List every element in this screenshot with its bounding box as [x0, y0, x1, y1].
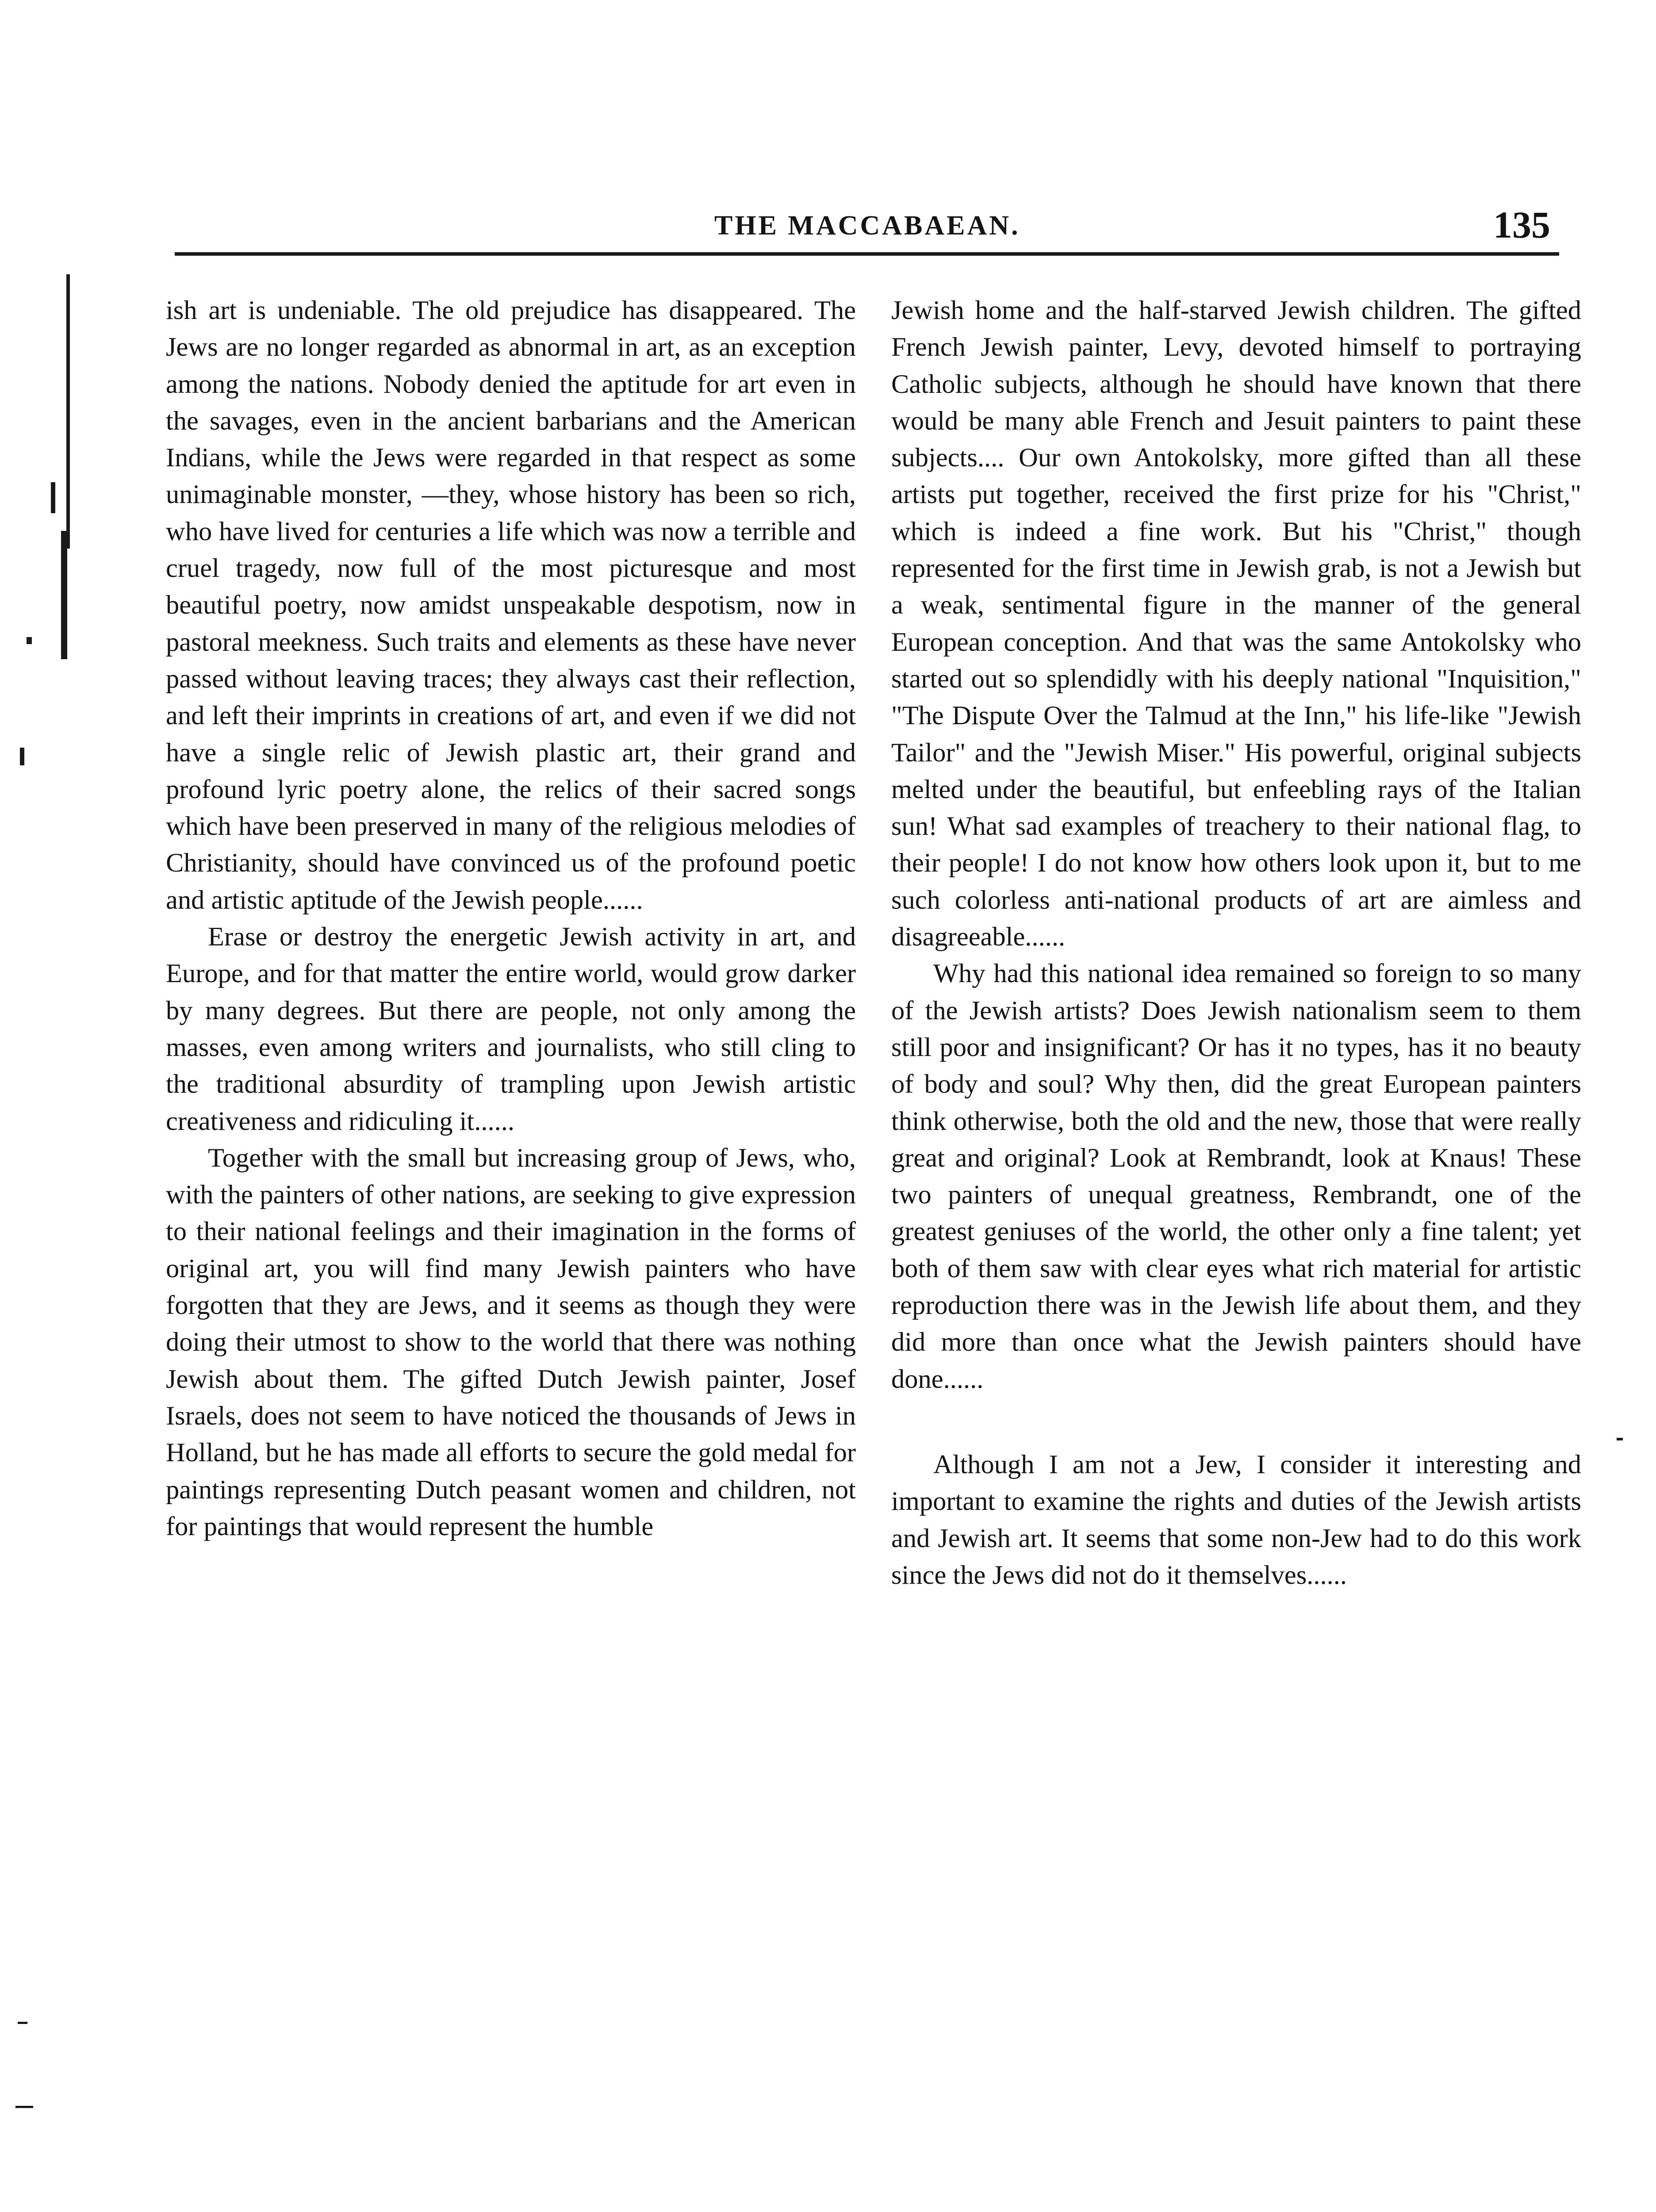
running-header — [175, 204, 1559, 257]
left-paragraph-2: Erase or destroy the energetic Jewish activity in art, and Europe, and for that matter the entire world, would grow darker by many degrees. But there are people, not only among the masses, even among writers and journalists, who still cling to the traditional absurdity of trampling upon Jewish artistic creativeness and ridiculing it...... — [166, 922, 856, 1136]
right-paragraph-1: Jewish home and the half-starved Jewish children. The gifted French Jewish painter, Levy, devoted himself to portraying Catholic subjects, although he should have known that there would be many able French and Jesuit painters to paint these subjects.... Our own Antokolsky, more gifted than all these artists put together, received the first prize for his "Christ," which is indeed a fine work. But his "Christ," though represented for the first time in Jewish grab, is not a Jewish but a weak, sentimental figure in the manner of the general European conception. And that was the same Antokolsky who started out so splendidly with his deeply national "Inquisition," "The Dispute Over the Talmud at the Inn," his life-like "Jewish Tailor" and the "Jewish Miser." His powerful, original subjects melted under the beautiful, but enfeebling rays of the Italian sun! What sad examples of treachery to their national flag, to their people! I do not know how others look upon it, but to me such colorless anti-national products of art are aimless and disagreeable...... — [891, 296, 1581, 952]
journal-title: THE MACCABAEAN. — [714, 211, 1020, 241]
margin-scan-mark — [20, 748, 24, 765]
header-rule — [175, 252, 1559, 256]
left-paragraph-1: ish art is undeniable. The old prejudice has disappeared. The Jews are no longer regarded as abnormal in art, as an exception among the nations. Nobody denied the aptitude for art even in the savages, even in the ancient barbarians and the American Indians, while the Jews were regarded in that respect as some unimaginable monster, —they, whose history has been so rich, who have lived for centuries a life which was now a terrible and cruel tragedy, now full of the most picturesque and most beautiful poetry, now amidst unspeakable despotism, now in pastoral meekness. Such traits and elements as these have never passed without leaving traces; they always cast their reflection, and left their imprints in creations of art, and even if we did not have a single relic of Jewish plastic art, their grand and profound lyric poetry alone, the relics of their sacred songs which have been preserved in many of the religious melodies of Christianity, should have convinced us of the profound poetic and artistic aptitude of the Jewish people...... — [166, 296, 856, 915]
left-column — [166, 292, 856, 1545]
margin-scan-mark — [51, 482, 55, 513]
right-paragraph-2: Why had this national idea remained so foreign to so many of the Jewish artists? Does Jewish nationalism seem to them still poor and insignificant? Or has it no types, has it no beauty of body and soul? Why then, did the great European painters think otherwise, both the old and the new, those that were really great and original? Look at Rembrandt, look at Knaus! These two painters of unequal greatness, Rembrandt, one of the greatest geniuses of the world, the other only a fine talent; yet both of them saw with clear eyes what rich material for artistic reproduction there was in the Jewish life about them, and they did more than once what the Jewish painters should have done...... — [891, 959, 1581, 1394]
right-paragraph-3: Although I am not a Jew, I consider it interesting and important to examine the rights and duties of the Jewish artists and Jewish art. It seems that some non-Jew had to do this work since the Jews did not do it themselves...... — [891, 1449, 1581, 1590]
page-number: 135 — [1493, 204, 1550, 246]
margin-scan-mark — [1617, 1438, 1623, 1440]
left-paragraph-3: Together with the small but increasing group of Jews, who, with the painters of other nations, are seeking to give expression to their national feelings and their imagination in the forms of original art, you will find many Jewish painters who have forgotten that they are Jews, and it seems as though they were doing their utmost to show to the world that there was nothing Jewish about them. The gifted Dutch Jewish painter, Josef Israels, does not seem to have noticed the thousands of Jews in Holland, but he has made all efforts to secure the gold medal for paintings representing Dutch peasant women and children, not for paintings that would represent the humble — [166, 1143, 856, 1541]
margin-scan-mark — [61, 531, 67, 659]
right-column — [891, 292, 1581, 1594]
margin-scan-mark — [15, 2106, 33, 2108]
margin-scan-mark — [66, 274, 70, 549]
margin-scan-mark — [18, 2022, 27, 2024]
margin-scan-mark — [27, 637, 32, 644]
